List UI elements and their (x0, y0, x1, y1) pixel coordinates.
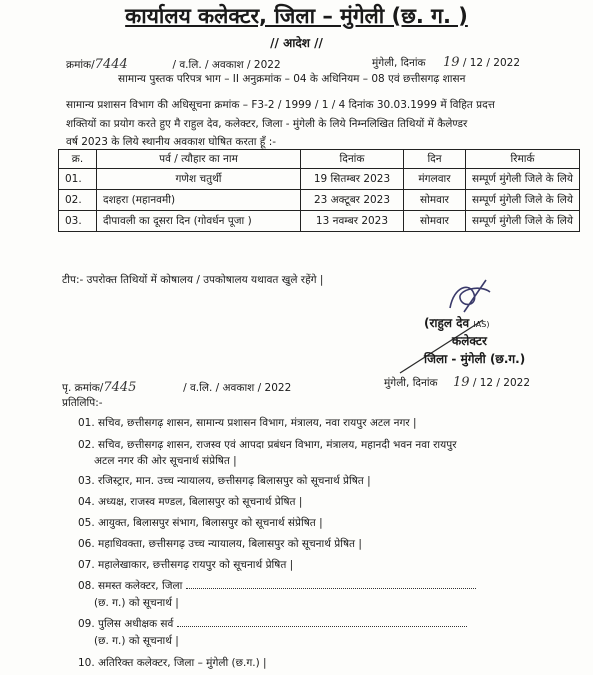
signature-ias: IAS) (473, 320, 490, 329)
blank-line (177, 617, 467, 627)
cell-name: दशहरा (महानवमी) (97, 190, 301, 211)
intro-line-1: सामान्य पुस्तक परिपत्र भाग – II अनुक्रमांक – 04 के अधिनियम – 08 एवं छत्तीसगढ़ शासन (118, 73, 466, 85)
cell-day: सोमवार (404, 211, 466, 232)
cell-date: 23 अक्टूबर 2023 (301, 190, 404, 211)
ref2-day: 19 (452, 375, 470, 390)
copy-item-09 (78, 617, 467, 631)
ref1-date (372, 55, 520, 70)
ref2-office-ref: / व.लि. / अवकाश / (183, 382, 262, 394)
intro-line-2: सामान्य प्रशासन विभाग की अधिसूचना क्रमांक – F3-2 / 1999 / 1 / 4 दिनांक 30.03.1999 में विहित प्रदत्त (66, 99, 495, 111)
signature-mark (440, 278, 500, 318)
signature-name: (राहुल देव (424, 316, 470, 330)
cell-sno: 01. (59, 169, 97, 190)
ref2-date (384, 375, 530, 390)
signature-name-line (424, 314, 489, 331)
signature-designation: कलेक्टर (452, 334, 487, 348)
copy-item-07: 07. महालेखाकार, छत्तीसगढ़ रायपुर को सूचनार्थ प्रेषित | (78, 559, 294, 571)
col-header-day: दिन (404, 150, 466, 169)
copy-item-06: 06. महाधिवक्ता, छत्तीसगढ़ उच्च न्यायालय, बिलासपुर को सूचनार्थ प्रेषित | (78, 538, 362, 550)
ref1-kramank: क्रमांक/ (66, 59, 95, 71)
copy-item-08-text: 08. समस्त कलेक्टर, जिला (78, 580, 183, 592)
copy-item-03: 03. रजिस्ट्रार, मान. उच्च न्यायालय, छत्तीसगढ़ बिलासपुर को सूचनार्थ प्रेषित | (78, 475, 371, 487)
copy-item-09-text: 09. पुलिस अधीक्षक सर्व (78, 618, 174, 630)
cell-remark: सम्पूर्ण मुंगेली जिले के लिये (466, 211, 580, 232)
cell-name: दीपावली का दूसरा दिन (गोवर्धन पूजा ) (97, 211, 301, 232)
ref1-month-year: / 12 / 2022 (462, 57, 521, 69)
copy-item-04: 04. अध्यक्ष, राजस्व मण्डल, बिलासपुर को सूचनार्थ प्रेषित | (78, 496, 303, 508)
cell-remark: सम्पूर्ण मुंगेली जिले के लिये (466, 190, 580, 211)
ref1-number: 7444 (94, 57, 128, 72)
office-title: कार्यालय कलेक्टर, जिला – मुंगेली (छ. ग. ) (125, 4, 468, 28)
col-header-sno: क्र. (59, 150, 97, 169)
signature-district: जिला - मुंगेली (छ.ग.) (424, 352, 526, 366)
ref2-year: 2022 (264, 382, 292, 394)
ref1-day: 19 (442, 55, 460, 70)
cell-name: गणेश चतुर्थी (97, 169, 301, 190)
cell-sno: 02. (59, 190, 97, 211)
holiday-table (58, 149, 580, 232)
order-heading: // आदेश // (270, 36, 323, 50)
intro-line-4: वर्ष 2023 के लिये स्थानीय अवकाश घोषित करता हूँ :- (66, 136, 277, 148)
ref2-month-year: / 12 / 2022 (472, 377, 531, 389)
table-row (59, 169, 580, 190)
col-header-date: दिनांक (301, 150, 404, 169)
table-row (59, 190, 580, 211)
ref2-place-date: मुंगेली, दिनांक (384, 377, 438, 389)
cell-sno: 03. (59, 211, 97, 232)
copy-item-02-cont: अटल नगर की ओर सूचनार्थ संप्रेषित | (94, 455, 237, 467)
copy-item-10: 10. अतिरिक्त कलेक्टर, जिला – मुंगेली (छ.ग.) | (78, 657, 267, 669)
copy-item-08 (78, 579, 476, 593)
note-text: टीप:- उपरोक्त तिथियों में कोषालय / उपकोषालय यथावत खुले रहेंगे | (62, 274, 324, 286)
col-header-remark: रिमार्क (466, 150, 580, 169)
table-row (59, 211, 580, 232)
ref1-year: 2022 (253, 59, 281, 71)
ref2-kramank: पृ. क्रमांक/ (62, 382, 104, 394)
ref2-line (62, 380, 291, 395)
copy-item-01: 01. सचिव, छत्तीसगढ़ शासन, सामान्य प्रशासन विभाग, मंत्रालय, नवा रायपुर अटल नगर | (78, 417, 417, 429)
blank-line (186, 579, 476, 589)
intro-line-3: शक्तियों का प्रयोग करते हुए मै राहुल देव, कलेक्टर, जिला - मुंगेली के लिये निम्नलिखित तिथियों में कैलेण्डर (66, 118, 468, 130)
cell-remark: सम्पूर्ण मुंगेली जिले के लिये (466, 169, 580, 190)
copy-item-05: 05. आयुक्त, बिलासपुर संभाग, बिलासपुर को सूचनार्थ संप्रेषित | (78, 517, 323, 529)
cell-date: 13 नवम्बर 2023 (301, 211, 404, 232)
ref1-office-ref: / व.लि. / अवकाश / (172, 59, 251, 71)
copy-item-02: 02. सचिव, छत्तीसगढ़ शासन, राजस्व एवं आपदा प्रबंधन विभाग, मंत्रालय, महानदी भवन नवा रायपुर (78, 439, 457, 451)
cell-date: 19 सितम्बर 2023 (301, 169, 404, 190)
col-header-name: पर्व / त्यौहार का नाम (97, 150, 301, 169)
ref1-place-date: मुंगेली, दिनांक (372, 57, 426, 69)
cell-day: मंगलवार (404, 169, 466, 190)
table-header-row (59, 150, 580, 169)
cell-day: सोमवार (404, 190, 466, 211)
ref2-number: 7445 (103, 380, 137, 395)
copy-item-08-cont: (छ. ग.) को सूचनार्थ | (94, 597, 179, 609)
copy-heading: प्रतिलिपि:- (62, 397, 103, 409)
copy-item-09-cont: (छ. ग.) को सूचनार्थ | (94, 635, 179, 647)
